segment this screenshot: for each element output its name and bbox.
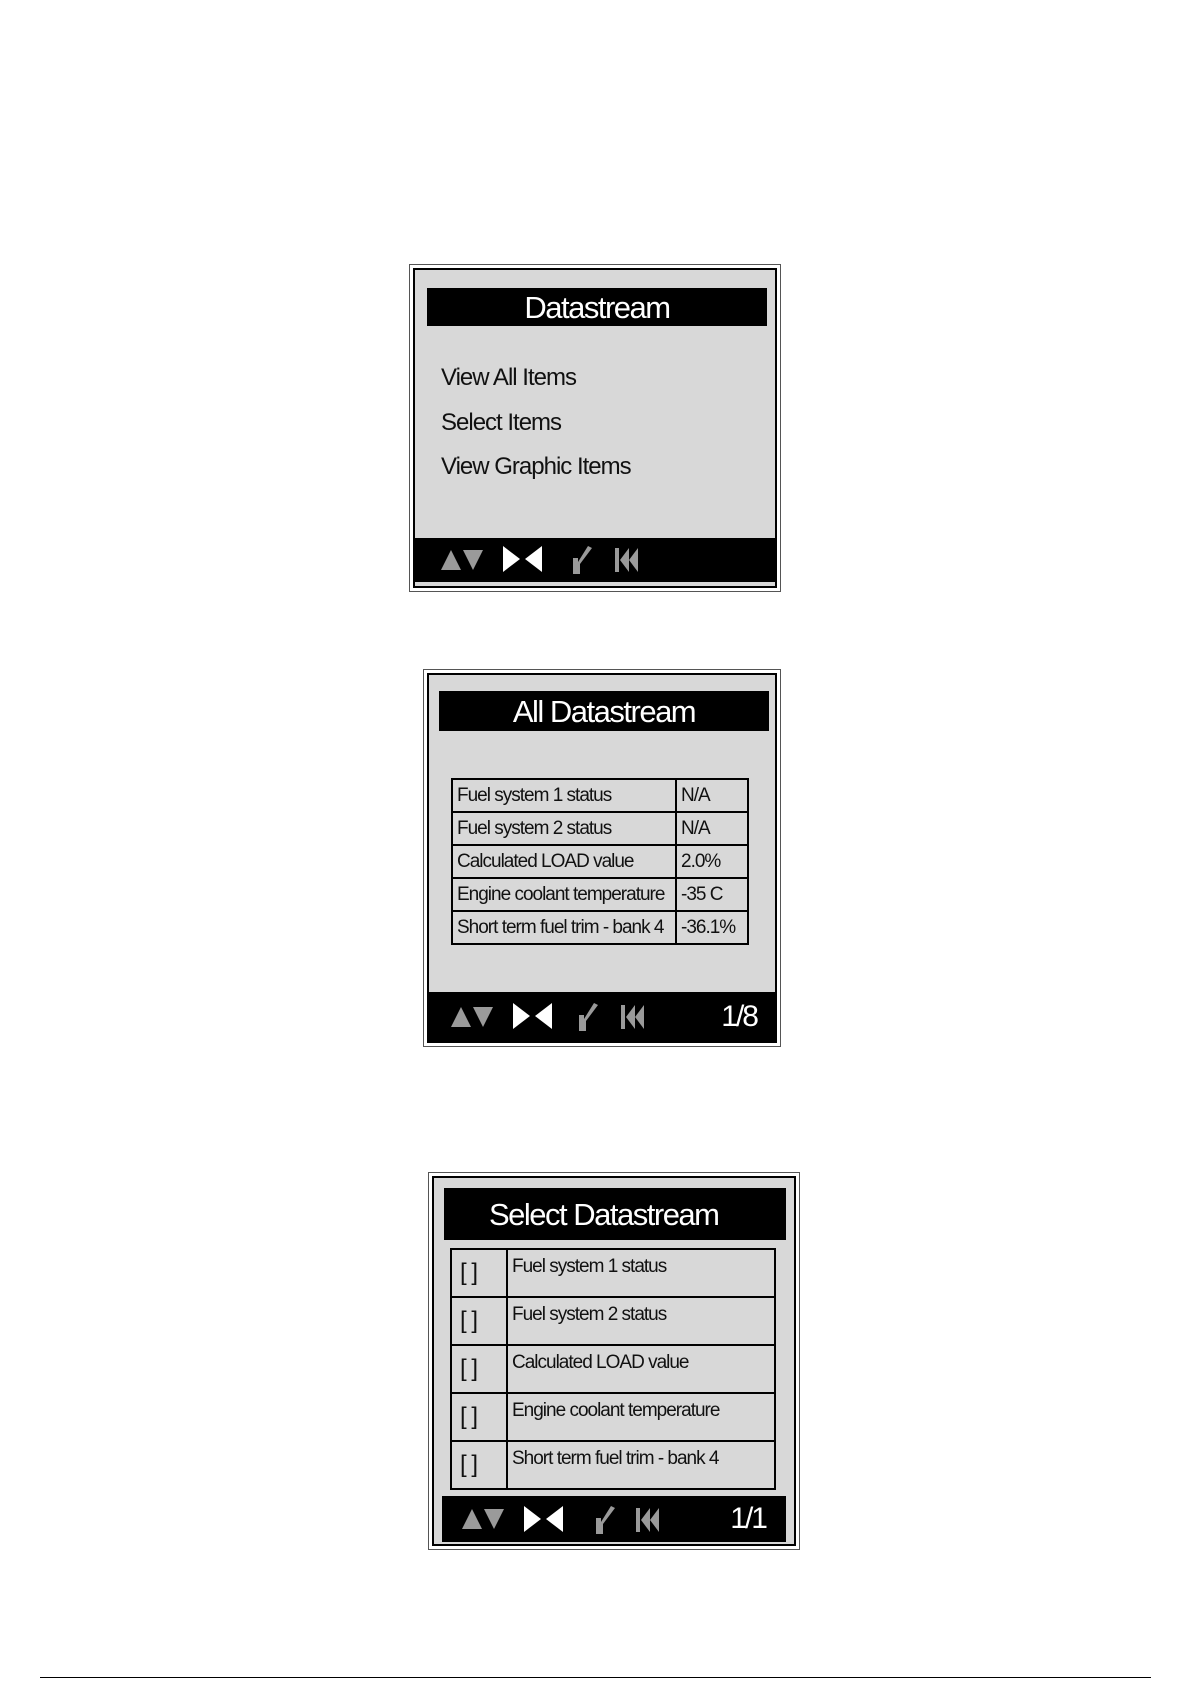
datastream-menu-screen	[413, 268, 777, 588]
table-row[interactable]	[452, 911, 748, 944]
row-label: Short term fuel trim - bank 4	[507, 1441, 775, 1489]
row-value: N/A	[676, 812, 748, 845]
table-row[interactable]	[451, 1345, 775, 1393]
row-label: Calculated LOAD value	[452, 845, 676, 878]
table-row[interactable]	[451, 1249, 775, 1297]
row-label: Fuel system 1 status	[507, 1249, 775, 1297]
title-text: Select Datastream	[489, 1196, 719, 1232]
back-icon	[615, 546, 639, 574]
menu-item-view-graphic[interactable]: View Graphic Items	[441, 453, 631, 480]
title-text: All Datastream	[512, 693, 696, 729]
page-indicator: 1/1	[730, 1502, 766, 1535]
row-value: N/A	[676, 779, 748, 812]
row-label: Calculated LOAD value	[507, 1345, 775, 1393]
table-row[interactable]	[451, 1297, 775, 1345]
row-checkbox[interactable]: [ ]	[451, 1393, 507, 1441]
table-row[interactable]	[452, 878, 748, 911]
page-bottom-rule	[40, 1677, 1151, 1678]
up-arrow-icon	[451, 1007, 471, 1027]
table-row[interactable]	[452, 779, 748, 812]
left-arrow-icon	[525, 546, 542, 572]
title-text: Datastream	[524, 289, 670, 325]
enter-icon	[590, 1504, 616, 1536]
enter-icon	[567, 544, 593, 576]
right-arrow-icon	[524, 1506, 541, 1532]
select-table	[450, 1248, 776, 1490]
up-arrow-icon	[462, 1509, 482, 1529]
page-title	[439, 691, 769, 731]
menu-item-select[interactable]: Select Items	[441, 409, 562, 436]
page-title	[427, 288, 767, 326]
table-row[interactable]	[452, 845, 748, 878]
row-label: Fuel system 2 status	[507, 1297, 775, 1345]
row-label: Fuel system 1 status	[452, 779, 676, 812]
row-value: -35 C	[676, 878, 748, 911]
all-datastream-screen	[427, 673, 777, 1043]
row-label: Short term fuel trim - bank 4	[452, 911, 676, 944]
row-value: -36.1%	[676, 911, 748, 944]
page-title	[444, 1188, 786, 1240]
row-checkbox[interactable]: [ ]	[451, 1441, 507, 1489]
page-indicator: 1/8	[721, 1000, 757, 1033]
select-datastream-screen	[432, 1176, 796, 1546]
button-hint-bar	[429, 992, 775, 1041]
table-row[interactable]	[451, 1393, 775, 1441]
down-arrow-icon	[463, 550, 483, 570]
row-label: Engine coolant temperature	[507, 1393, 775, 1441]
row-checkbox[interactable]: [ ]	[451, 1249, 507, 1297]
down-arrow-icon	[473, 1007, 493, 1027]
up-arrow-icon	[441, 550, 461, 570]
table-row[interactable]	[452, 812, 748, 845]
button-hint-bar	[415, 538, 775, 582]
button-hint-bar	[442, 1496, 786, 1542]
row-label: Engine coolant temperature	[452, 878, 676, 911]
row-value: 2.0%	[676, 845, 748, 878]
row-checkbox[interactable]: [ ]	[451, 1297, 507, 1345]
row-label: Fuel system 2 status	[452, 812, 676, 845]
row-checkbox[interactable]: [ ]	[451, 1345, 507, 1393]
right-arrow-icon	[513, 1003, 530, 1029]
back-icon	[636, 1506, 660, 1534]
menu-item-view-all[interactable]: View All Items	[441, 364, 576, 391]
left-arrow-icon	[535, 1003, 552, 1029]
back-icon	[621, 1003, 645, 1031]
left-arrow-icon	[546, 1506, 563, 1532]
table-row[interactable]	[451, 1441, 775, 1489]
datastream-table	[451, 778, 749, 945]
down-arrow-icon	[484, 1509, 504, 1529]
enter-icon	[573, 1001, 599, 1033]
right-arrow-icon	[503, 546, 520, 572]
